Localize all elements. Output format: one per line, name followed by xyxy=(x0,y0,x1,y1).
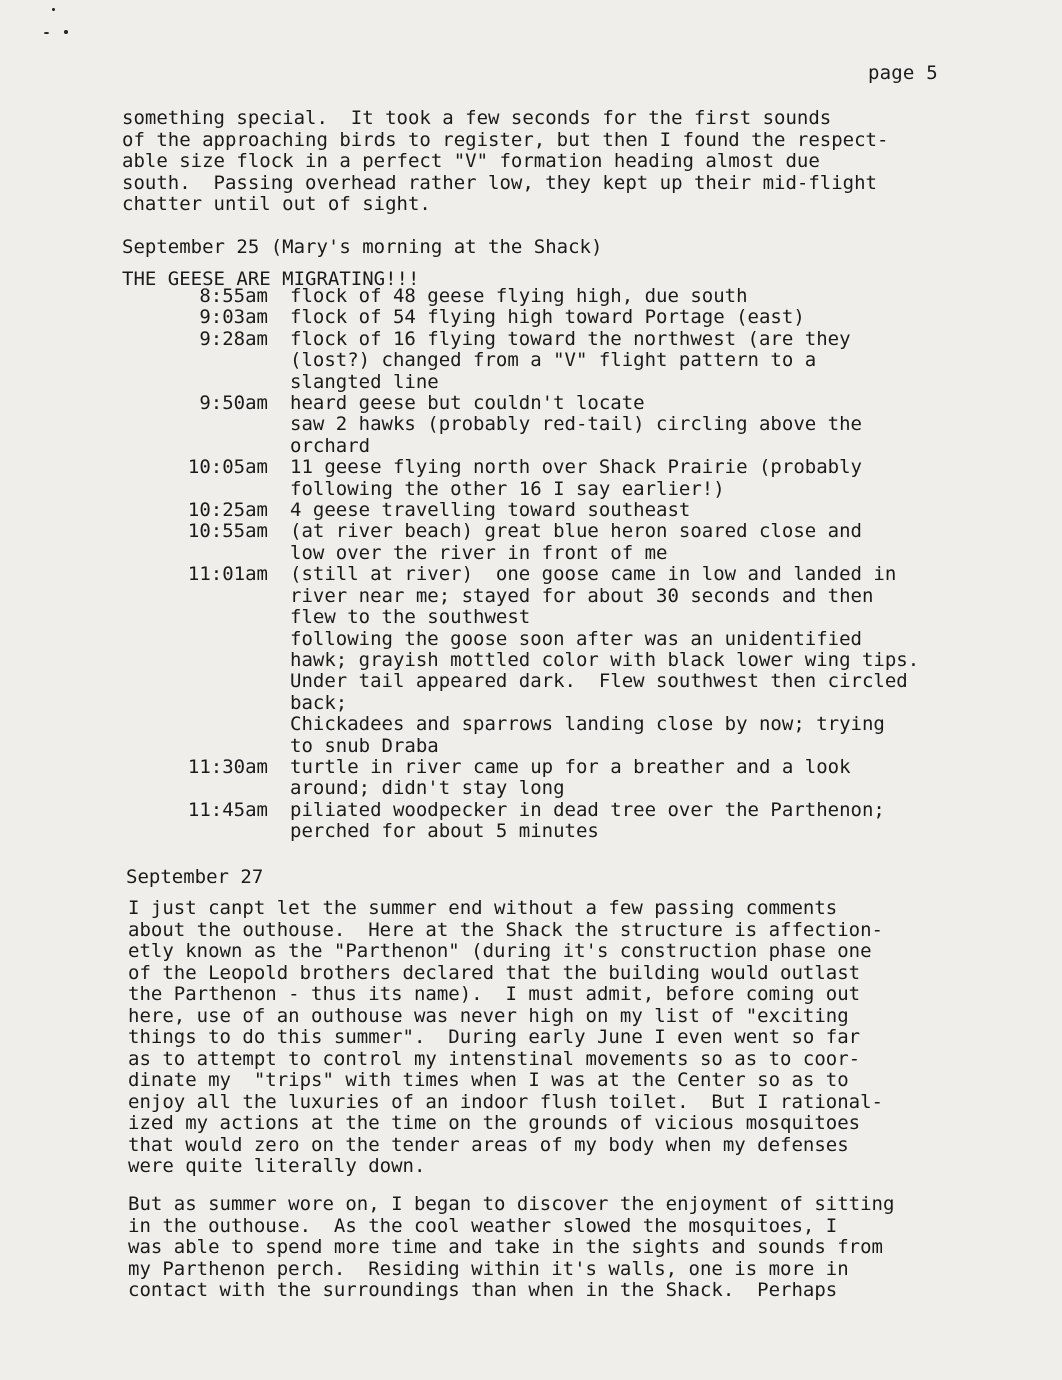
log-time: 10:05am xyxy=(187,456,268,479)
log-time: 9:50am xyxy=(199,392,268,415)
intro-paragraph: something special. It took a few seconds for the first sounds of the approaching birds to register, but then I found the respect- able size flock in a perfect "V" formation heading almost due south. Passing overhead rather low, they kept up their mid-flight chatter until out of sight. xyxy=(122,107,889,215)
sept25-date-heading: September 25 (Mary's morning at the Shack) xyxy=(122,236,603,258)
sept27-paragraph-1: I just canpt let the summer end without a few passing comments about the outhouse. Here at the Shack the structure is affection- etly known as the "Parthenon" (during it's construction phase one of the Leopold brothers declared that the building would outlast the Parthenon - thus its name). I must admit, before coming out here, use of an outhouse was never high on my list of "exciting things to do this summer". During early June I even went so far as to attempt to control my intenstinal movements so as to coor- dinate my "trips" with times when I was at the Center so as to enjoy all the luxuries of an indoor flush toilet. But I rational- ized my actions at the time on the grounds of vicious mosquitoes that would zero on the tender areas of my body when my defenses were quite literally down. xyxy=(128,897,883,1177)
log-text: flock of 16 flying toward the northwest (are they (lost?) changed from a "V" flight pattern to a slangted line xyxy=(290,327,851,393)
log-entry xyxy=(122,564,1002,757)
ink-speck xyxy=(52,8,55,11)
log-entry xyxy=(122,393,1002,457)
sept27-date-heading: September 27 xyxy=(126,866,264,888)
log-time: 11:01am xyxy=(187,563,268,586)
log-time: 11:45am xyxy=(187,798,268,821)
log-entry xyxy=(122,457,1002,500)
log-text: (at river beach) great blue heron soared close and low over the river in front of me xyxy=(290,520,862,564)
log-text: 4 geese travelling toward southeast xyxy=(290,499,691,522)
log-entry xyxy=(122,307,1002,328)
ink-speck xyxy=(64,30,68,34)
log-entry xyxy=(122,521,1002,564)
log-time: 11:30am xyxy=(187,755,268,778)
log-time: 9:28am xyxy=(199,327,268,350)
log-entry xyxy=(122,500,1002,521)
log-text: 11 geese flying north over Shack Prairie (probably following the other 16 I say earlier!) xyxy=(290,456,862,500)
log-entry xyxy=(122,757,1002,800)
log-text: turtle in river came up for a breather and a look around; didn't stay long xyxy=(290,755,851,800)
ink-speck xyxy=(44,32,49,34)
log-text: flock of 54 flying high toward Portage (east) xyxy=(290,306,805,329)
log-entry xyxy=(122,800,1002,843)
log-entry xyxy=(122,329,1002,393)
log-time: 8:55am xyxy=(199,285,268,307)
log-time: 9:03am xyxy=(199,306,268,329)
sept27-paragraph-2: But as summer wore on, I began to discover the enjoyment of sitting in the outhouse. As the cool weather slowed the mosquitoes, I was able to spend more time and take in the sights and sounds from my Parthenon perch. Residing within it's walls, one is more in contact with the surroundings than when in the Shack. Perhaps xyxy=(128,1193,895,1301)
log-time: 10:55am xyxy=(187,520,268,543)
sept25-banner: THE GEESE ARE MIGRATING!!! xyxy=(122,268,420,290)
log-text: piliated woodpecker in dead tree over the Parthenon; perched for about 5 minutes xyxy=(290,798,885,843)
log-text: (still at river) one goose came in low and landed in river near me; stayed for about 30 seconds and then flew to the southwest following the goose soon after was an unidentified hawk; grayish mottled color with black lower wing tips. Under tail appeared dark. Flew southwest then circled back; Chickadees and sparrows landing close by now; trying to snub Draba xyxy=(290,563,920,757)
log-text: heard geese but couldn't locate saw 2 hawks (probably red-tail) circling above the orchard xyxy=(290,392,862,457)
log-time: 10:25am xyxy=(187,499,268,522)
log-text: flock of 48 geese flying high, due south xyxy=(290,285,748,307)
observation-log xyxy=(122,286,1002,843)
log-entry xyxy=(122,286,1002,307)
page-number: page 5 xyxy=(868,62,938,84)
